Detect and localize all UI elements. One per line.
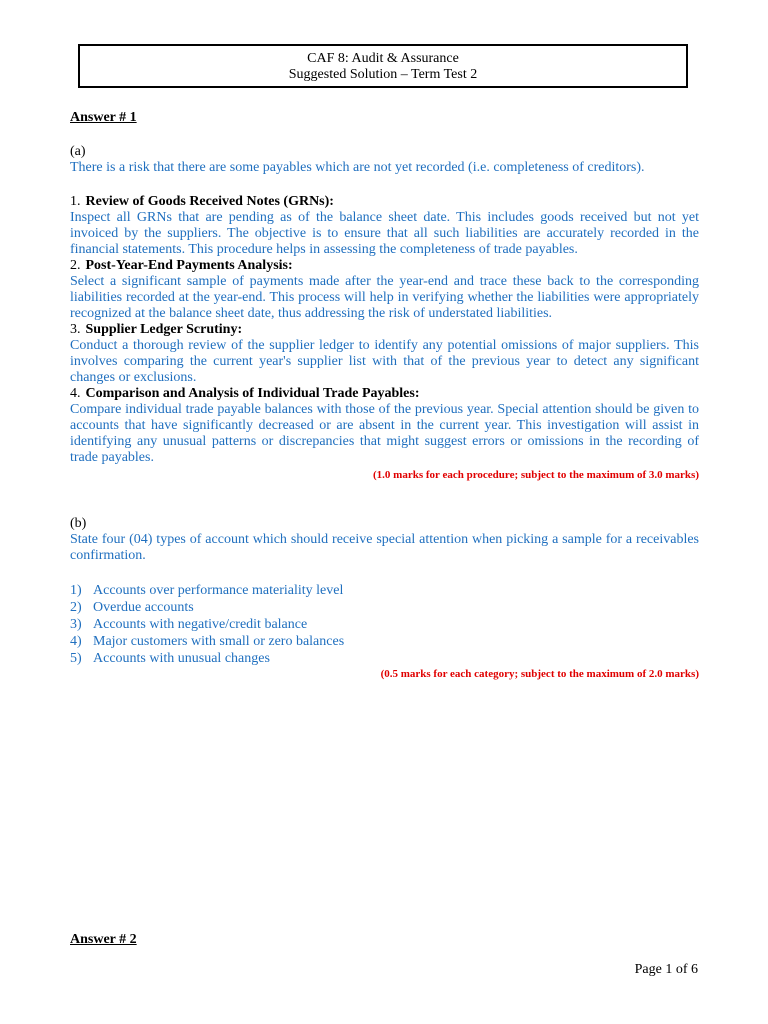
procedure-3-title bbox=[70, 322, 699, 338]
list-item bbox=[70, 616, 699, 633]
part-a-label: (a) bbox=[70, 144, 86, 159]
procedure-number: 1. bbox=[70, 194, 81, 209]
procedure-number: 4. bbox=[70, 386, 81, 401]
part-b-marks-note: (0.5 marks for each category; subject to the maximum of 2.0 marks) bbox=[380, 668, 699, 680]
page-number: Page 1 of 6 bbox=[634, 962, 698, 977]
answer-1-heading: Answer # 1 bbox=[70, 110, 137, 125]
list-item bbox=[70, 582, 699, 599]
list-item-text: Overdue accounts bbox=[93, 600, 194, 615]
procedure-4-text: Compare individual trade payable balances with those of the previous year. Special attention should be given to accounts that have significantly decreased or are absent in the current year. This investigation will assist in identifying any unusual patterns or discrepancies that might suggest errors or omissions in the recording of trade payables. bbox=[70, 402, 699, 465]
procedure-number: 3. bbox=[70, 322, 81, 337]
procedure-heading: Post-Year-End Payments Analysis: bbox=[85, 258, 293, 273]
list-item-number: 1) bbox=[70, 583, 82, 598]
list-item-text: Accounts with unusual changes bbox=[93, 651, 270, 666]
list-item-number: 2) bbox=[70, 600, 82, 615]
part-b-label: (b) bbox=[70, 516, 87, 531]
part-a-marks-note: (1.0 marks for each procedure; subject to the maximum of 3.0 marks) bbox=[373, 469, 699, 481]
list-item-text: Major customers with small or zero balances bbox=[93, 634, 345, 649]
procedure-heading: Supplier Ledger Scrutiny: bbox=[85, 322, 243, 337]
procedure-list bbox=[70, 194, 699, 482]
list-item bbox=[70, 633, 699, 650]
procedure-heading: Comparison and Analysis of Individual Trade Payables: bbox=[85, 386, 420, 401]
document-subtitle: Suggested Solution – Term Test 2 bbox=[288, 67, 478, 82]
list-item bbox=[70, 650, 699, 667]
answer-1-section bbox=[70, 110, 699, 681]
list-item-text: Accounts with negative/credit balance bbox=[93, 617, 308, 632]
list-item-number: 5) bbox=[70, 651, 82, 666]
list-item-number: 4) bbox=[70, 634, 82, 649]
procedure-number: 2. bbox=[70, 258, 81, 273]
procedure-heading: Review of Goods Received Notes (GRNs): bbox=[85, 194, 334, 209]
procedure-1-title bbox=[70, 194, 699, 210]
list-item-number: 3) bbox=[70, 617, 82, 632]
answer-2-section bbox=[70, 932, 699, 948]
part-b-question: State four (04) types of account which should receive special attention when picking a sample for a receivables confirmation. bbox=[70, 532, 699, 563]
procedure-1-text: Inspect all GRNs that are pending as of the balance sheet date. This includes goods received but not yet invoiced by the suppliers. The objective is to ensure that all such liabilities are accurately recorded in the financial statements. This procedure helps in assessing the completeness of trade payables. bbox=[70, 210, 699, 257]
list-item-text: Accounts over performance materiality level bbox=[93, 583, 344, 598]
account-types-list bbox=[70, 582, 699, 667]
part-a-intro: There is a risk that there are some payables which are not yet recorded (i.e. completeness of creditors). bbox=[70, 160, 645, 175]
procedure-2-text: Select a significant sample of payments made after the year-end and trace these back to the corresponding liabilities recorded at the year-end. This process will help in verifying whether the liabilities were appropriately recognized at the balance sheet date, thus addressing the risk of understated liabilities. bbox=[70, 274, 699, 321]
list-item bbox=[70, 599, 699, 616]
procedure-2-title bbox=[70, 258, 699, 274]
answer-2-heading: Answer # 2 bbox=[70, 932, 137, 947]
procedure-3-text: Conduct a thorough review of the supplier ledger to identify any potential omissions of major suppliers. This involves comparing the current year's supplier list with that of the previous year to detect any significant changes or exclusions. bbox=[70, 338, 699, 385]
document-header bbox=[78, 44, 688, 88]
course-title: CAF 8: Audit & Assurance bbox=[307, 51, 459, 66]
procedure-4-title bbox=[70, 386, 699, 402]
